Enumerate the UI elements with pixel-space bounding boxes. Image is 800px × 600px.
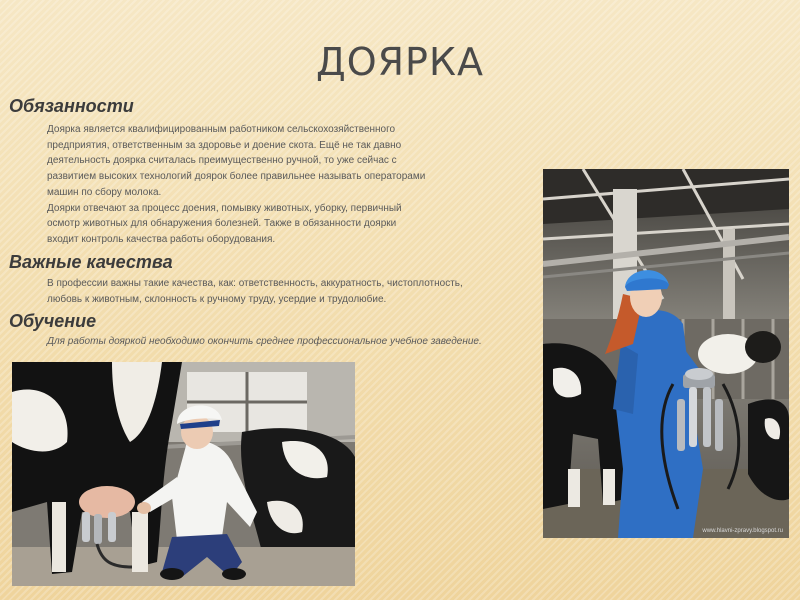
heading-duties: Обязанности	[9, 96, 134, 116]
duties-line: машин по сбору молока.	[47, 186, 162, 198]
qualities-line: любовь к животным, склонность к ручному труду, усердие и трудолюбие.	[47, 293, 387, 305]
photo-watermark: www.hlavni-zpravy.blogspot.ru	[702, 528, 783, 534]
photo-milkmaid-barn	[543, 169, 789, 538]
photo-milkmaid-white	[12, 362, 355, 586]
education-text	[47, 334, 482, 350]
education-line: Для работы дояркой необходимо окончить среднее профессиональное учебное заведение.	[47, 336, 482, 347]
duties-line: осмотр животных для обнаружения болезней. Также в обязанности доярки	[47, 218, 397, 230]
heading-qualities: Важные качества	[9, 252, 173, 272]
slide-title: ДОЯРКА	[316, 40, 484, 84]
qualities-text	[47, 276, 463, 307]
qualities-line: В профессии важны такие качества, как: ответственность, аккуратность, чистоплотность,	[47, 278, 463, 289]
duties-line: развитием высоких технологий доярок более правильнее называть операторами	[47, 171, 426, 183]
duties-text	[47, 122, 425, 248]
duties-line: Доярки отвечают за процесс доения, помывку животных, уборку, первичный	[47, 202, 402, 214]
heading-education: Обучение	[9, 311, 97, 331]
duties-line: входит контроль качества работы оборудования.	[47, 233, 276, 245]
duties-line: Доярка является квалифицированным работником сельскохозяйственного	[47, 124, 396, 135]
duties-line: деятельность доярка считалась преимущественно ручной, то уже сейчас с	[47, 155, 397, 167]
duties-line: предприятия, ответственным за здоровье и доение скота. Ещё не так давно	[47, 139, 402, 151]
